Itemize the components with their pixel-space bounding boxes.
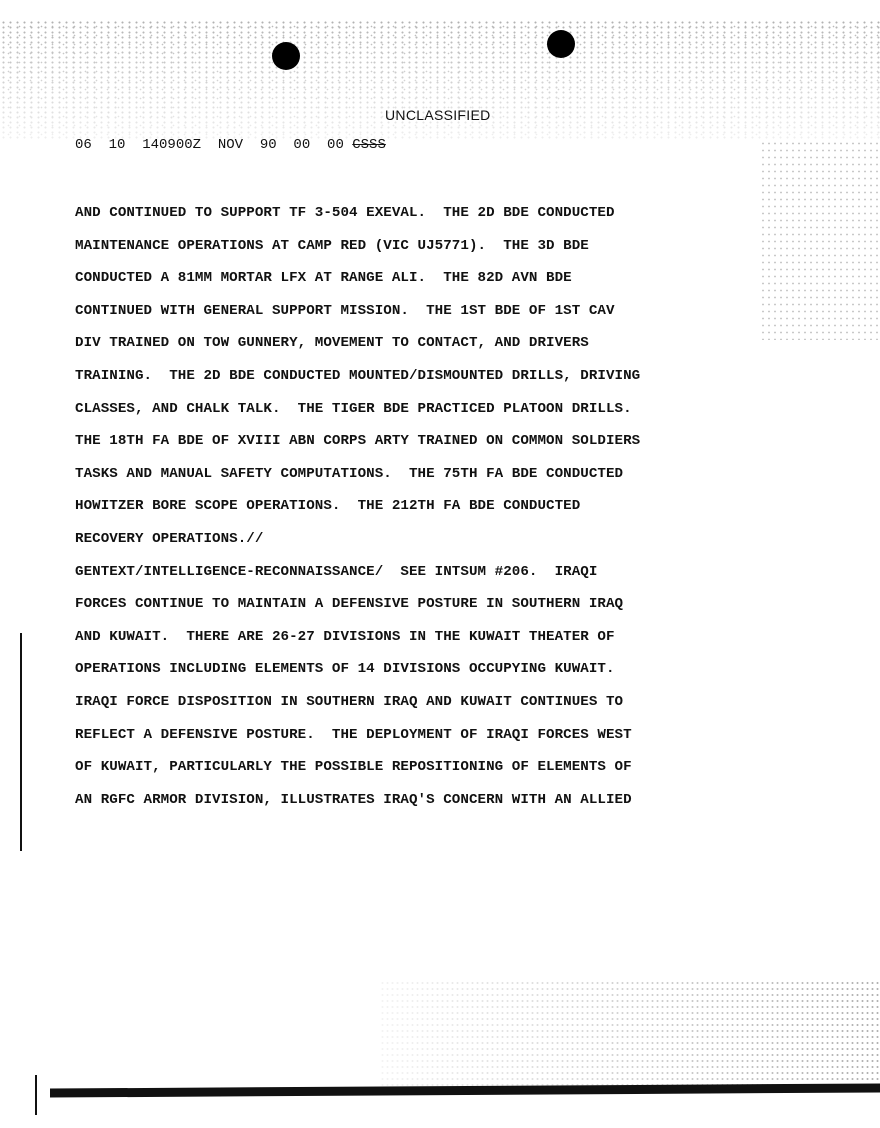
body-line: OPERATIONS INCLUDING ELEMENTS OF 14 DIVISIONS OCCUPYING KUWAIT. [75,661,615,678]
body-line: HOWITZER BORE SCOPE OPERATIONS. THE 212TH FA BDE CONDUCTED [75,498,581,515]
body-line: CONDUCTED A 81MM MORTAR LFX AT RANGE ALI. THE 82D AVN BDE [75,270,572,287]
margin-mark [20,633,22,851]
body-line: THE 18TH FA BDE OF XVIII ABN CORPS ARTY TRAINED ON COMMON SOLDIERS [75,433,641,450]
body-line: AND KUWAIT. THERE ARE 26-27 DIVISIONS IN THE KUWAIT THEATER OF [75,628,615,645]
scan-noise-bottom [380,980,880,1090]
body-line: TASKS AND MANUAL SAFETY COMPUTATIONS. THE 75TH FA BDE CONDUCTED [75,465,624,482]
dtg-struck-text: CSSS [352,137,386,153]
message-header-line [75,137,386,153]
classification-marking: UNCLASSIFIED [385,107,491,123]
body-line: DIV TRAINED ON TOW GUNNERY, MOVEMENT TO CONTACT, AND DRIVERS [75,335,589,352]
body-line: IRAQI FORCE DISPOSITION IN SOUTHERN IRAQ AND KUWAIT CONTINUES TO [75,693,624,710]
scan-noise-right [760,140,880,340]
body-line: RECOVERY OPERATIONS.// [75,530,264,547]
punch-hole-left [272,42,300,70]
bottom-scan-edge [50,1083,880,1097]
margin-mark [35,1075,37,1115]
message-body [75,203,775,822]
body-line: MAINTENANCE OPERATIONS AT CAMP RED (VIC UJ5771). THE 3D BDE [75,237,589,254]
body-line: REFLECT A DEFENSIVE POSTURE. THE DEPLOYMENT OF IRAQI FORCES WEST [75,726,632,743]
dtg-text: 06 10 140900Z NOV 90 00 00 [75,137,353,153]
body-line: AN RGFC ARMOR DIVISION, ILLUSTRATES IRAQ'S CONCERN WITH AN ALLIED [75,791,632,808]
punch-hole-right [547,30,575,58]
body-line: AND CONTINUED TO SUPPORT TF 3-504 EXEVAL. THE 2D BDE CONDUCTED [75,205,615,221]
body-line: GENTEXT/INTELLIGENCE-RECONNAISSANCE/ SEE INTSUM #206. IRAQI [75,563,598,580]
body-line: CLASSES, AND CHALK TALK. THE TIGER BDE PRACTICED PLATOON DRILLS. [75,400,632,417]
body-line: TRAINING. THE 2D BDE CONDUCTED MOUNTED/DISMOUNTED DRILLS, DRIVING [75,367,641,384]
body-line: OF KUWAIT, PARTICULARLY THE POSSIBLE REPOSITIONING OF ELEMENTS OF [75,759,632,776]
body-line: CONTINUED WITH GENERAL SUPPORT MISSION. THE 1ST BDE OF 1ST CAV [75,302,615,319]
body-line: FORCES CONTINUE TO MAINTAIN A DEFENSIVE POSTURE IN SOUTHERN IRAQ [75,596,624,613]
